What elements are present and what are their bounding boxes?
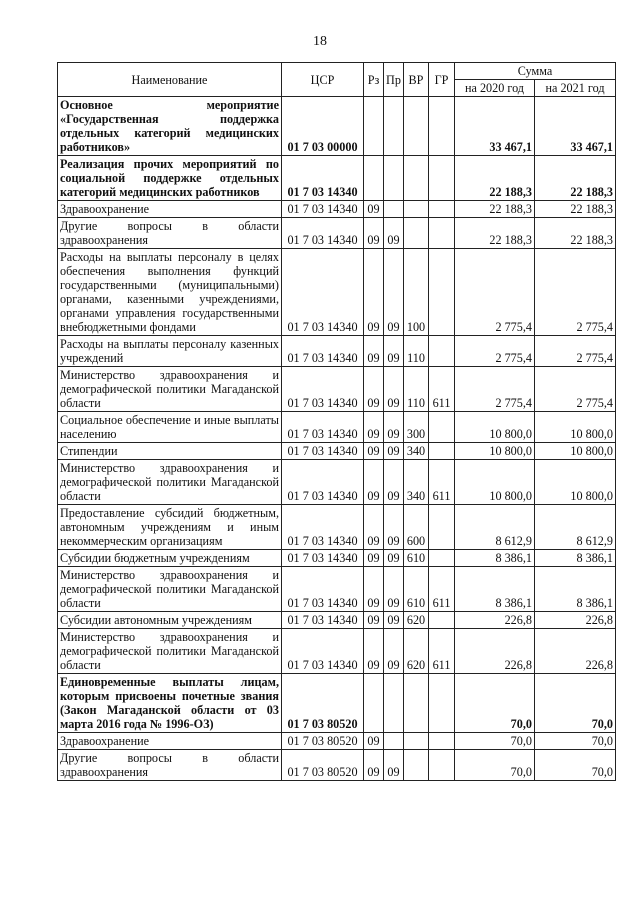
cell-name: Социальное обеспечение и иные выплаты населению — [58, 412, 282, 443]
cell-rz: 09 — [364, 367, 384, 412]
table-row — [58, 249, 616, 336]
cell-csr: 01 7 03 80520 — [282, 750, 364, 781]
cell-csr: 01 7 03 14340 — [282, 629, 364, 674]
cell-gr — [429, 550, 455, 567]
cell-pr — [384, 674, 404, 733]
cell-csr: 01 7 03 14340 — [282, 550, 364, 567]
cell-name: Предоставление субсидий бюджетным, автономным учреждениям и иным некоммерческим организациям — [58, 505, 282, 550]
cell-name: Министерство здравоохранения и демографической политики Магаданской области — [58, 367, 282, 412]
cell-pr: 09 — [384, 367, 404, 412]
cell-csr: 01 7 03 14340 — [282, 201, 364, 218]
cell-sum-2020: 22 188,3 — [455, 201, 535, 218]
cell-sum-2020: 70,0 — [455, 674, 535, 733]
cell-sum-2021: 70,0 — [535, 674, 616, 733]
cell-rz — [364, 674, 384, 733]
header-year-2021: на 2021 год — [535, 80, 616, 97]
cell-csr: 01 7 03 14340 — [282, 567, 364, 612]
cell-pr: 09 — [384, 629, 404, 674]
table-row — [58, 505, 616, 550]
cell-pr — [384, 733, 404, 750]
cell-pr: 09 — [384, 249, 404, 336]
header-csr: ЦСР — [282, 63, 364, 97]
cell-vr — [404, 156, 429, 201]
cell-rz: 09 — [364, 336, 384, 367]
budget-table — [57, 62, 616, 781]
table-body — [58, 97, 616, 781]
cell-sum-2021: 226,8 — [535, 612, 616, 629]
cell-name: Расходы на выплаты персоналу казенных учреждений — [58, 336, 282, 367]
cell-vr — [404, 97, 429, 156]
table-row — [58, 443, 616, 460]
cell-pr — [384, 201, 404, 218]
header-name: Наименование — [58, 63, 282, 97]
cell-csr: 01 7 03 80520 — [282, 733, 364, 750]
cell-gr: 611 — [429, 367, 455, 412]
cell-vr — [404, 674, 429, 733]
table-row — [58, 674, 616, 733]
cell-rz: 09 — [364, 460, 384, 505]
table-row — [58, 612, 616, 629]
cell-vr: 300 — [404, 412, 429, 443]
cell-pr: 09 — [384, 412, 404, 443]
cell-gr — [429, 336, 455, 367]
cell-sum-2020: 226,8 — [455, 629, 535, 674]
header-year-2020: на 2020 год — [455, 80, 535, 97]
cell-sum-2021: 2 775,4 — [535, 249, 616, 336]
cell-vr: 340 — [404, 460, 429, 505]
cell-name: Другие вопросы в области здравоохранения — [58, 750, 282, 781]
table-row — [58, 336, 616, 367]
cell-sum-2021: 8 386,1 — [535, 567, 616, 612]
cell-vr: 340 — [404, 443, 429, 460]
cell-vr: 600 — [404, 505, 429, 550]
table-row — [58, 156, 616, 201]
cell-csr: 01 7 03 14340 — [282, 249, 364, 336]
cell-pr — [384, 97, 404, 156]
cell-pr: 09 — [384, 443, 404, 460]
header-gr: ГР — [429, 63, 455, 97]
cell-gr — [429, 412, 455, 443]
cell-rz: 09 — [364, 443, 384, 460]
cell-gr — [429, 612, 455, 629]
table-row — [58, 218, 616, 249]
cell-name: Министерство здравоохранения и демографической политики Магаданской области — [58, 460, 282, 505]
cell-rz — [364, 156, 384, 201]
cell-sum-2020: 22 188,3 — [455, 218, 535, 249]
page-number: 18 — [313, 34, 327, 49]
cell-csr: 01 7 03 14340 — [282, 443, 364, 460]
cell-gr — [429, 750, 455, 781]
cell-sum-2021: 22 188,3 — [535, 156, 616, 201]
cell-gr — [429, 505, 455, 550]
cell-pr: 09 — [384, 612, 404, 629]
header-pr: Пр — [384, 63, 404, 97]
cell-sum-2021: 8 386,1 — [535, 550, 616, 567]
cell-sum-2020: 8 386,1 — [455, 550, 535, 567]
table-header — [58, 63, 616, 97]
cell-name: Стипендии — [58, 443, 282, 460]
cell-sum-2020: 2 775,4 — [455, 336, 535, 367]
cell-sum-2021: 10 800,0 — [535, 412, 616, 443]
cell-rz: 09 — [364, 412, 384, 443]
cell-rz: 09 — [364, 249, 384, 336]
cell-sum-2020: 33 467,1 — [455, 97, 535, 156]
cell-pr: 09 — [384, 460, 404, 505]
table-row — [58, 412, 616, 443]
cell-pr: 09 — [384, 218, 404, 249]
cell-gr — [429, 97, 455, 156]
cell-sum-2021: 70,0 — [535, 750, 616, 781]
cell-sum-2020: 2 775,4 — [455, 249, 535, 336]
cell-rz: 09 — [364, 505, 384, 550]
cell-vr — [404, 218, 429, 249]
cell-csr: 01 7 03 14340 — [282, 156, 364, 201]
cell-sum-2021: 33 467,1 — [535, 97, 616, 156]
cell-vr: 610 — [404, 550, 429, 567]
cell-gr — [429, 249, 455, 336]
cell-gr: 611 — [429, 460, 455, 505]
cell-name: Расходы на выплаты персоналу в целях обеспечения выполнения функций государственными (муниципальными) органами, казенными учреждениями, органами управления государственными внебюджетными фондами — [58, 249, 282, 336]
cell-csr: 01 7 03 14340 — [282, 612, 364, 629]
cell-sum-2021: 22 188,3 — [535, 201, 616, 218]
cell-vr: 110 — [404, 367, 429, 412]
cell-name: Единовременные выплаты лицам, которым присвоены почетные звания (Закон Магаданской области от 03 марта 2016 года № 1996-ОЗ) — [58, 674, 282, 733]
cell-vr: 110 — [404, 336, 429, 367]
cell-rz: 09 — [364, 733, 384, 750]
cell-csr: 01 7 03 14340 — [282, 367, 364, 412]
header-vr: ВР — [404, 63, 429, 97]
cell-vr: 620 — [404, 612, 429, 629]
cell-sum-2020: 2 775,4 — [455, 367, 535, 412]
cell-gr — [429, 218, 455, 249]
cell-sum-2021: 70,0 — [535, 733, 616, 750]
table-row — [58, 97, 616, 156]
cell-name: Министерство здравоохранения и демографической политики Магаданской области — [58, 629, 282, 674]
cell-sum-2021: 10 800,0 — [535, 460, 616, 505]
table-row — [58, 629, 616, 674]
cell-sum-2020: 70,0 — [455, 733, 535, 750]
cell-sum-2021: 2 775,4 — [535, 367, 616, 412]
table-row — [58, 460, 616, 505]
cell-pr: 09 — [384, 336, 404, 367]
cell-sum-2021: 8 612,9 — [535, 505, 616, 550]
cell-sum-2020: 8 386,1 — [455, 567, 535, 612]
cell-rz: 09 — [364, 567, 384, 612]
cell-rz: 09 — [364, 550, 384, 567]
cell-name: Здравоохранение — [58, 201, 282, 218]
cell-sum-2020: 8 612,9 — [455, 505, 535, 550]
cell-csr: 01 7 03 14340 — [282, 505, 364, 550]
cell-csr: 01 7 03 14340 — [282, 460, 364, 505]
cell-rz: 09 — [364, 612, 384, 629]
cell-name: Основное мероприятие «Государственная поддержка отдельных категорий медицинских работников» — [58, 97, 282, 156]
cell-sum-2020: 10 800,0 — [455, 412, 535, 443]
cell-name: Субсидии бюджетным учреждениям — [58, 550, 282, 567]
header-rz: Рз — [364, 63, 384, 97]
table-row — [58, 367, 616, 412]
cell-sum-2020: 70,0 — [455, 750, 535, 781]
cell-pr: 09 — [384, 550, 404, 567]
cell-sum-2021: 10 800,0 — [535, 443, 616, 460]
table-row — [58, 750, 616, 781]
cell-csr: 01 7 03 00000 — [282, 97, 364, 156]
cell-sum-2021: 226,8 — [535, 629, 616, 674]
cell-gr — [429, 156, 455, 201]
cell-pr: 09 — [384, 567, 404, 612]
cell-csr: 01 7 03 14340 — [282, 218, 364, 249]
cell-gr — [429, 733, 455, 750]
cell-sum-2020: 226,8 — [455, 612, 535, 629]
cell-gr: 611 — [429, 629, 455, 674]
cell-csr: 01 7 03 14340 — [282, 412, 364, 443]
cell-vr — [404, 750, 429, 781]
cell-name: Субсидии автономным учреждениям — [58, 612, 282, 629]
table-row — [58, 201, 616, 218]
cell-name: Другие вопросы в области здравоохранения — [58, 218, 282, 249]
cell-name: Министерство здравоохранения и демографической политики Магаданской области — [58, 567, 282, 612]
cell-csr: 01 7 03 80520 — [282, 674, 364, 733]
cell-rz: 09 — [364, 201, 384, 218]
cell-rz: 09 — [364, 218, 384, 249]
cell-pr: 09 — [384, 505, 404, 550]
cell-gr — [429, 443, 455, 460]
cell-vr — [404, 733, 429, 750]
cell-pr: 09 — [384, 750, 404, 781]
cell-vr: 610 — [404, 567, 429, 612]
cell-sum-2020: 10 800,0 — [455, 443, 535, 460]
cell-vr: 620 — [404, 629, 429, 674]
cell-sum-2020: 10 800,0 — [455, 460, 535, 505]
cell-vr: 100 — [404, 249, 429, 336]
cell-gr — [429, 674, 455, 733]
table-row — [58, 567, 616, 612]
cell-rz — [364, 97, 384, 156]
table-row — [58, 733, 616, 750]
header-sum: Сумма — [455, 63, 616, 80]
cell-name: Здравоохранение — [58, 733, 282, 750]
cell-gr: 611 — [429, 567, 455, 612]
cell-vr — [404, 201, 429, 218]
cell-name: Реализация прочих мероприятий по социальной поддержке отдельных категорий медицинских работников — [58, 156, 282, 201]
cell-csr: 01 7 03 14340 — [282, 336, 364, 367]
cell-sum-2021: 2 775,4 — [535, 336, 616, 367]
cell-rz: 09 — [364, 750, 384, 781]
cell-pr — [384, 156, 404, 201]
cell-sum-2021: 22 188,3 — [535, 218, 616, 249]
cell-sum-2020: 22 188,3 — [455, 156, 535, 201]
table-row — [58, 550, 616, 567]
cell-rz: 09 — [364, 629, 384, 674]
cell-gr — [429, 201, 455, 218]
